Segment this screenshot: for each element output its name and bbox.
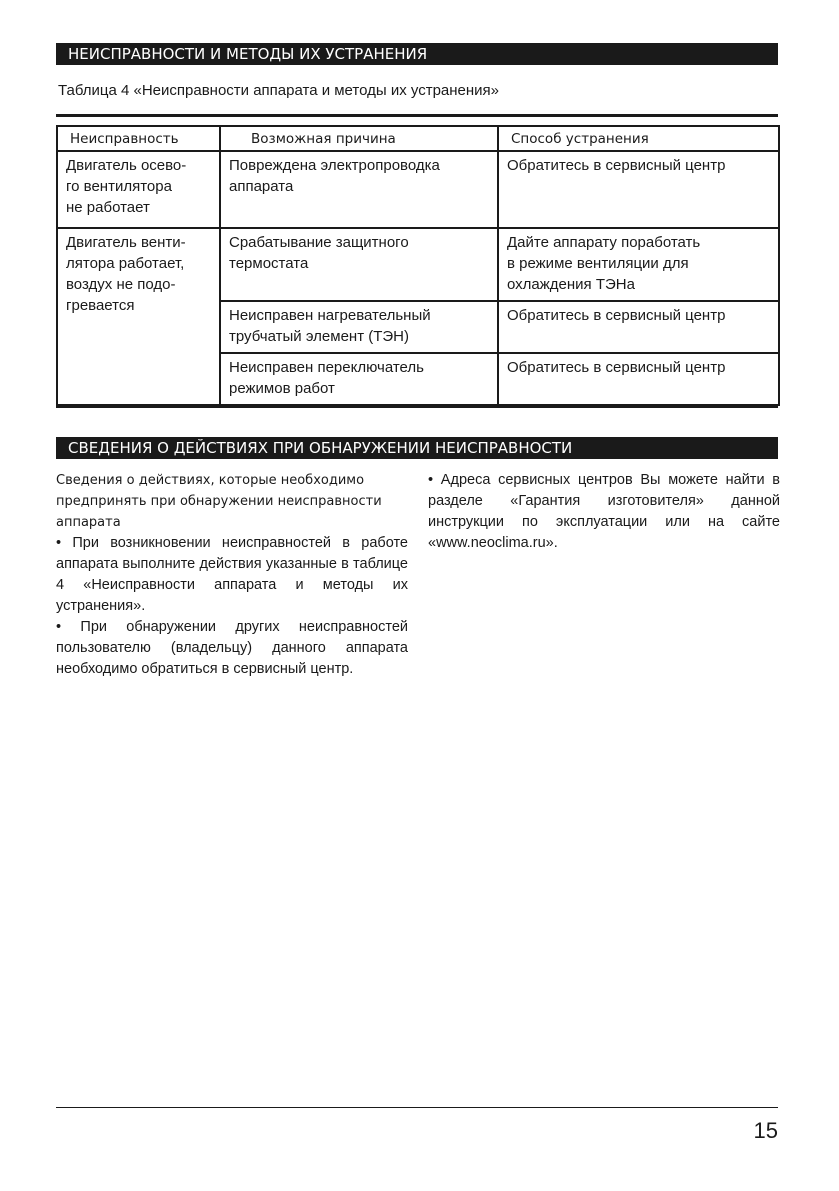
cause-line: Срабатывание защитного xyxy=(229,234,409,251)
fix-cell xyxy=(498,353,779,405)
actions-bullet: • Адреса сервисных центров Вы можете найти в разделе «Гарантия изготовителя» данной инструкции по эксплуатации или на сайте «www.neoclima.ru». xyxy=(428,472,780,551)
cause-line: Неисправен нагревательный xyxy=(229,307,431,324)
cause-line: Повреждена электропроводка xyxy=(229,157,440,174)
fault-line: гревается xyxy=(66,297,135,314)
actions-bullet: • При возникновении неисправностей в работе аппарата выполните действия указанные в таблице 4 «Неисправности аппарата и методы их устранения». xyxy=(56,535,408,614)
table-top-rule xyxy=(56,114,778,117)
cause-line: Неисправен переключатель xyxy=(229,359,424,376)
fix-cell xyxy=(498,228,779,301)
fix-cell xyxy=(498,151,779,228)
actions-bullet: • При обнаружении других неисправностей пользователю (владельцу) данного аппарата необходимо обратиться в сервисный центр. xyxy=(56,619,408,677)
fault-line: Двигатель венти- xyxy=(66,234,186,251)
section-title-actions: СВЕДЕНИЯ О ДЕЙСТВИЯХ ПРИ ОБНАРУЖЕНИИ НЕИСПРАВНОСТИ xyxy=(56,437,778,459)
cause-cell xyxy=(220,228,498,301)
cause-cell xyxy=(220,353,498,405)
cause-line: аппарата xyxy=(229,178,294,195)
fault-cell xyxy=(57,151,220,228)
cause-line: термостата xyxy=(229,255,309,272)
cause-cell xyxy=(220,301,498,353)
fault-line: Двигатель осево- xyxy=(66,157,187,174)
fault-line: не работает xyxy=(66,199,150,216)
header-cause: Возможная причина xyxy=(220,126,498,151)
actions-intro: Сведения о действиях, которые необходимо предпринять при обнаружении неисправности аппарата xyxy=(56,473,382,530)
fix-line: Обратитесь в сервисный центр xyxy=(507,307,726,324)
actions-right-column xyxy=(428,470,780,554)
table-bottom-rule xyxy=(56,405,778,408)
fix-cell xyxy=(498,301,779,353)
fix-line: Дайте аппарату поработать xyxy=(507,234,701,251)
actions-left-column xyxy=(56,470,408,680)
fix-line: Обратитесь в сервисный центр xyxy=(507,157,726,174)
page-number: 15 xyxy=(753,1118,778,1143)
fix-line: в режиме вентиляции для xyxy=(507,255,689,272)
fault-line: воздух не подо- xyxy=(66,276,176,293)
header-fault: Неисправность xyxy=(57,126,220,151)
cause-cell xyxy=(220,151,498,228)
fault-line: го вентилятора xyxy=(66,178,172,195)
fault-line: лятора работает, xyxy=(66,255,185,272)
table-header-row xyxy=(57,126,779,151)
table-row xyxy=(57,228,779,301)
fix-line: Обратитесь в сервисный центр xyxy=(507,359,726,376)
cause-line: режимов работ xyxy=(229,380,335,397)
faults-table xyxy=(56,125,780,406)
cause-line: трубчатый элемент (ТЭН) xyxy=(229,328,409,345)
fault-cell xyxy=(57,228,220,405)
table-caption: Таблица 4 «Неисправности аппарата и методы их устранения» xyxy=(58,82,500,99)
header-fix: Способ устранения xyxy=(498,126,779,151)
table-row xyxy=(57,151,779,228)
fix-line: охлаждения ТЭНа xyxy=(507,276,635,293)
section-title-faults: НЕИСПРАВНОСТИ И МЕТОДЫ ИХ УСТРАНЕНИЯ xyxy=(56,43,778,65)
footer-rule xyxy=(56,1107,778,1108)
